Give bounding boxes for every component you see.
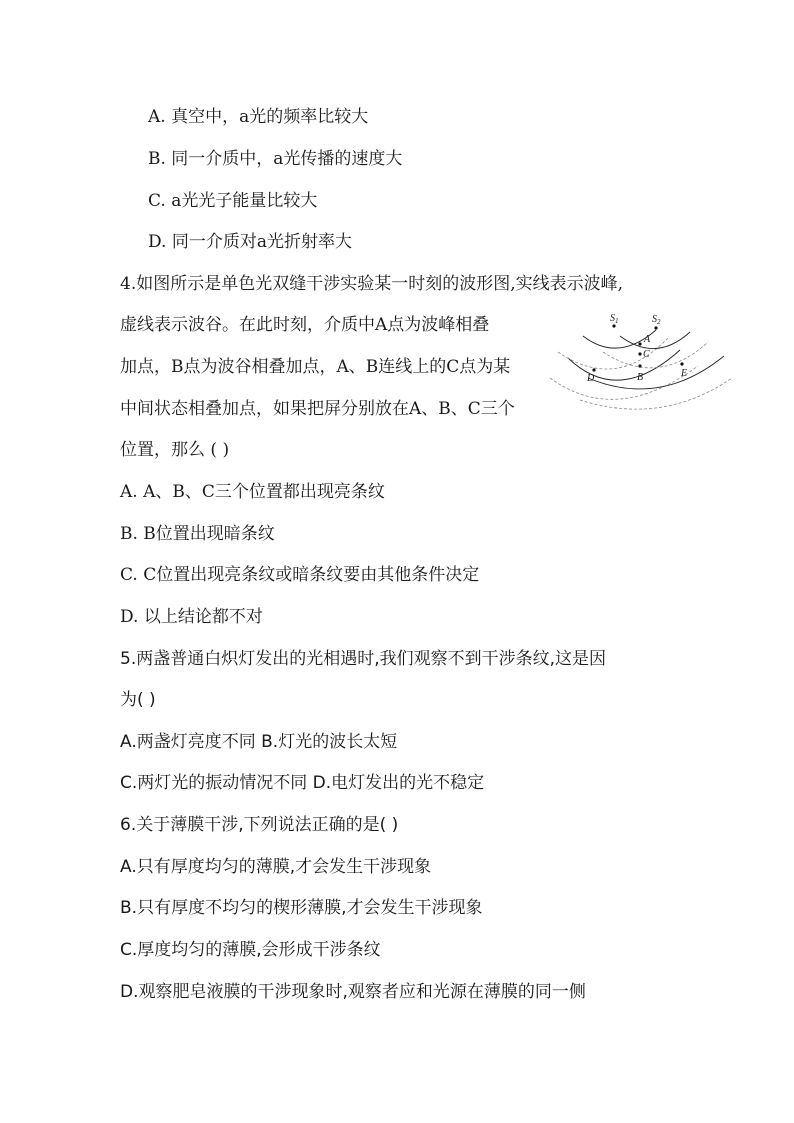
- q3-option-c: C. a光光子能量比较大: [148, 191, 318, 211]
- s2-crest-1: [620, 332, 690, 349]
- q6-option-b: B.只有厚度不均匀的楔形薄膜,才会发生干涉现象: [120, 898, 483, 918]
- point-d: [592, 368, 595, 371]
- label-s1: $S_1$: [610, 313, 619, 325]
- q4-option-d: D. 以上结论都不对: [120, 607, 263, 627]
- q4-stem-line-1: 4.如图所示是单色光双缝干涉实验某一时刻的波形图,实线表示波峰,: [120, 274, 624, 294]
- q3-option-d: D. 同一介质对a光折射率大: [148, 232, 352, 252]
- q4-option-b: B. B位置出现暗条纹: [120, 524, 275, 544]
- label-a: A: [644, 334, 651, 345]
- s2-trough-2: [580, 378, 732, 409]
- s2-crest-2: [588, 356, 724, 389]
- q4-stem-line-3: 加点，B点为波谷相叠加点，A、B连线上的C点为某: [120, 357, 511, 377]
- label-s2: $S_2$: [652, 314, 661, 326]
- s1-crest-2: [568, 350, 680, 380]
- q4-option-c: C. C位置出现亮条纹或暗条纹要由其他条件决定: [120, 565, 480, 585]
- q6-option-c: C.厚度均匀的薄膜,会形成干涉条纹: [120, 940, 381, 960]
- s1-trough-1: [558, 338, 668, 369]
- point-b: [638, 364, 641, 367]
- interference-wave-figure: [548, 308, 734, 418]
- point-c: [638, 352, 641, 355]
- q6-option-d: D.观察肥皂液膜的干涉现象时,观察者应和光源在薄膜的同一侧: [120, 982, 586, 1002]
- q5-options-row-2: C.两灯光的振动情况不同 D.电灯发出的光不稳定: [120, 773, 485, 793]
- q4-stem-line-4: 中间状态相叠加点，如果把屏分别放在A、B、C三个: [120, 399, 515, 419]
- point-a: [638, 342, 641, 345]
- q4-option-a: A. A、B、C三个位置都出现亮条纹: [120, 482, 385, 502]
- s1-trough-2: [550, 366, 698, 399]
- q6-option-a: A.只有厚度均匀的薄膜,才会发生干涉现象: [120, 857, 432, 877]
- q5-stem-line-1: 5.两盏普通白炽灯发出的光相遇时,我们观察不到干涉条纹,这是因: [120, 649, 607, 669]
- q5-options-row-1: A.两盏灯亮度不同 B.灯光的波长太短: [120, 732, 398, 752]
- point-e: [680, 362, 683, 365]
- q3-option-a: A. 真空中，a光的频率比较大: [148, 107, 369, 127]
- label-c: C: [643, 349, 650, 360]
- q3-option-b: B. 同一介质中，a光传播的速度大: [148, 149, 403, 169]
- s2-trough-1: [603, 342, 708, 368]
- label-d: D: [587, 373, 595, 384]
- q5-stem-line-2: 为( ): [120, 690, 156, 710]
- label-b: B: [637, 372, 644, 383]
- q6-stem: 6.关于薄膜干涉,下列说法正确的是( ): [120, 815, 399, 835]
- point-s2: [654, 326, 657, 329]
- q4-stem-line-5: 位置，那么 ( ): [120, 440, 230, 460]
- q4-stem-line-2: 虚线表示波谷。在此时刻，介质中A点为波峰相叠: [120, 315, 490, 335]
- label-e: E: [681, 368, 688, 379]
